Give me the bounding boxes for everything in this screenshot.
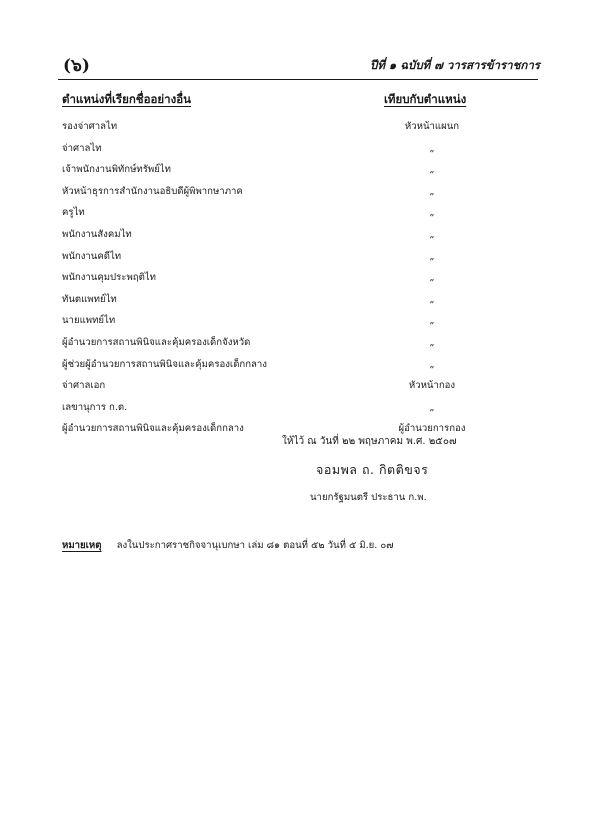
table-row	[62, 202, 492, 224]
position-name: รองจ่าศาลไท	[62, 121, 118, 132]
signer-title: นายกรัฐมนตรี ประธาน ก.พ.	[310, 492, 427, 503]
equivalent-position: „	[429, 250, 435, 262]
table-row	[62, 354, 492, 376]
footnote-label: หมายเหตุ	[62, 540, 102, 551]
position-name: จ่าศาลไท	[62, 142, 102, 154]
equivalent-position: „	[429, 142, 435, 154]
equivalent-position: „	[429, 164, 435, 176]
running-head: ปีที่ ๑ ฉบับที่ ๗ วารสารข้าราชการ	[370, 58, 540, 72]
position-name: ครูไท	[62, 207, 85, 219]
footnote-text: ลงในประกาศราชกิจจานุเบกษา เล่ม ๘๑ ตอนที่ ๕๒ วันที่ ๕ มิ.ย. ๐๗	[116, 540, 394, 551]
position-table	[62, 116, 492, 440]
equivalent-position: ผู้อำนวยการกอง	[398, 423, 466, 435]
column-heading-equivalent: เทียบกับตำแหน่ง	[384, 92, 467, 106]
table-row	[62, 159, 492, 181]
position-name: หัวหน้าธุรการสำนักงานอธิบดีผู้พิพากษาภาค	[62, 185, 243, 197]
table-row	[62, 246, 492, 268]
position-name: ผู้อำนวยการสถานพินิจและคุ้มครองเด็กจังหวัด	[62, 336, 251, 348]
table-row	[62, 224, 492, 246]
equivalent-position: „	[429, 315, 435, 327]
column-heading-position: ตำแหน่งที่เรียกชื่ออย่างอื่น	[62, 92, 191, 106]
position-name: ผู้ช่วยผู้อำนวยการสถานพินิจและคุ้มครองเด็กกลาง	[62, 358, 267, 370]
table-row	[62, 181, 492, 203]
equivalent-position: „	[429, 228, 435, 240]
equivalent-position: „	[429, 293, 435, 305]
position-name: จ่าศาลเอก	[62, 380, 106, 392]
position-name: เจ้าพนักงานพิทักษ์ทรัพย์ไท	[62, 164, 171, 176]
page-number: (๖)	[63, 56, 90, 76]
equivalent-position: หัวหน้ากอง	[408, 380, 456, 392]
position-name: พนักงานคุมประพฤติไท	[62, 272, 156, 284]
equivalent-position: „	[429, 272, 435, 284]
table-row	[62, 138, 492, 160]
equivalent-position: „	[429, 358, 435, 370]
equivalent-position: „	[429, 336, 435, 348]
position-name: พนักงานคดีไท	[62, 250, 122, 262]
table-row	[62, 310, 492, 332]
position-name: เลขานุการ ก.ต.	[62, 401, 128, 413]
header-rule	[58, 79, 538, 80]
equivalent-position: „	[429, 401, 435, 413]
date-line: ให้ไว้ ณ วันที่ ๒๒ พฤษภาคม พ.ศ. ๒๕๐๗	[282, 436, 457, 447]
table-row	[62, 375, 492, 397]
position-name: พนักงานสังคมไท	[62, 228, 132, 240]
equivalent-position: หัวหน้าแผนก	[404, 121, 460, 132]
table-row	[62, 332, 492, 354]
equivalent-position: „	[429, 207, 435, 219]
table-row	[62, 397, 492, 419]
table-row	[62, 267, 492, 289]
signer-name: จอมพล ถ. กิตติขจร	[316, 462, 429, 477]
footnote	[62, 538, 393, 553]
position-name: ผู้อำนวยการสถานพินิจและคุ้มครองเด็กกลาง	[62, 423, 244, 435]
position-name: นายแพทย์ไท	[62, 315, 116, 327]
equivalent-position: „	[429, 185, 435, 197]
table-row	[62, 289, 492, 311]
table-row	[62, 116, 492, 138]
position-name: ทันตแพทย์ไท	[62, 293, 117, 305]
